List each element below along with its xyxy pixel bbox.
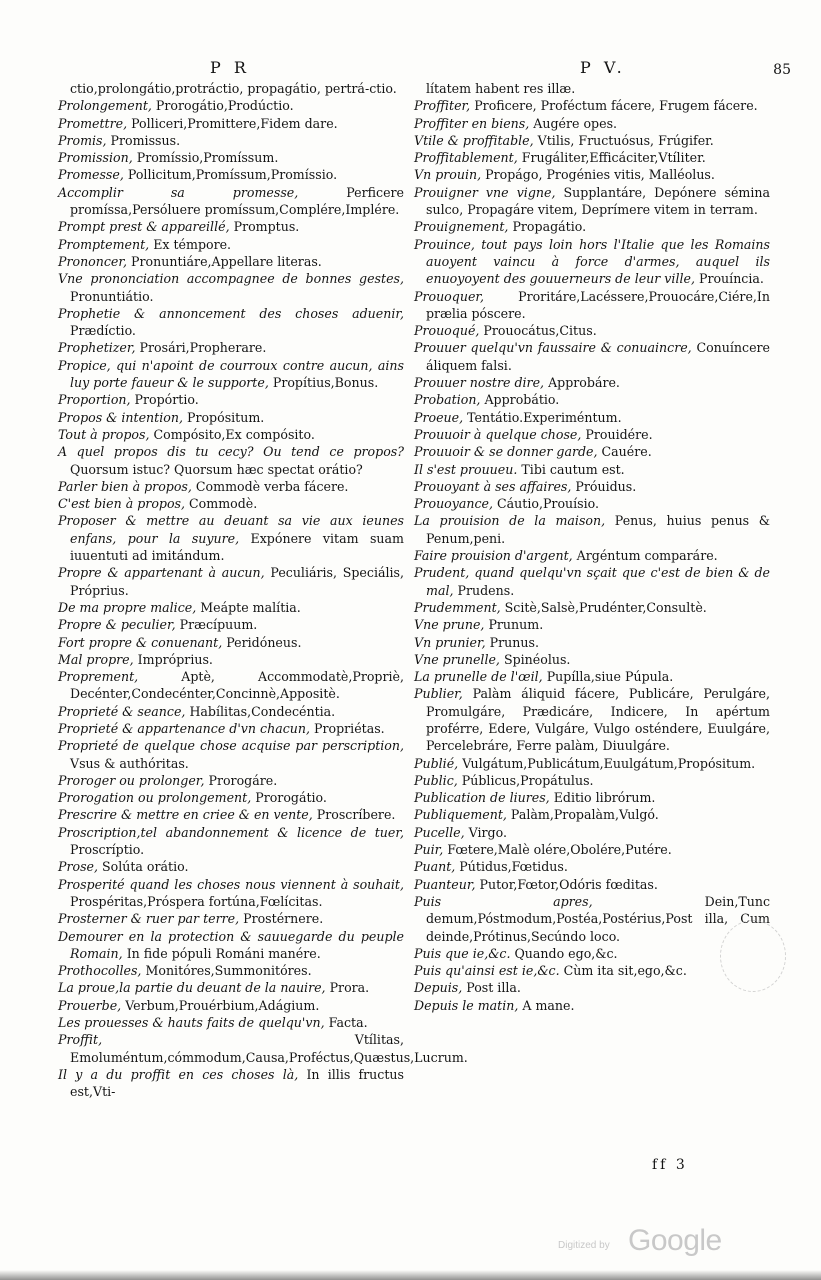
- french-headword: Prescrire & mettre en criee & en vente,: [58, 807, 313, 823]
- latin-equivalent: Tibi cautum est.: [521, 461, 625, 477]
- dictionary-entry: [414, 755, 770, 772]
- french-headword: Propre & appartenant à aucun,: [58, 565, 265, 581]
- latin-equivalent: Quando ego,&c.: [514, 945, 618, 961]
- latin-equivalent: Argéntum comparáre.: [576, 548, 718, 564]
- french-headword: Prompt prest & appareillé,: [58, 219, 230, 235]
- french-headword: Puant,: [414, 859, 456, 875]
- latin-equivalent: Proscríbere.: [316, 807, 396, 823]
- dictionary-entry: [58, 616, 404, 633]
- latin-equivalent: Prospéritas,Próspera fortúna,Fœlícitas.: [70, 893, 323, 909]
- latin-equivalent: Quorsum istuc? Quorsum hæc spectat orátio?: [70, 461, 363, 477]
- latin-equivalent: Habílitas,Condecéntia.: [189, 703, 336, 719]
- dictionary-entry: [414, 997, 770, 1014]
- french-headword: Prouuer nostre dire,: [414, 375, 545, 391]
- latin-equivalent: Pupílla,siue Púpula.: [546, 669, 674, 685]
- dictionary-entry: [414, 391, 770, 408]
- latin-equivalent: In illis fructus est,Vti-: [70, 1066, 404, 1100]
- continued-entry-text: [58, 80, 404, 97]
- french-headword: Promission,: [58, 150, 133, 166]
- french-headword: Promesse,: [58, 167, 124, 183]
- french-headword: Puis que ie,&c.: [414, 945, 511, 961]
- french-headword: Prouigner vne vigne,: [414, 184, 556, 200]
- dictionary-entry: [414, 616, 770, 633]
- dictionary-entry: [414, 443, 770, 460]
- latin-equivalent: Approbáre.: [548, 375, 620, 391]
- latin-equivalent: Post illa.: [466, 980, 521, 996]
- latin-equivalent: Penus, huius penus & Penum,peni.: [426, 513, 770, 546]
- latin-equivalent: Tentátio.Experiméntum.: [467, 409, 622, 425]
- dictionary-entry: [58, 115, 404, 132]
- latin-equivalent: Conuíncere áliquem falsi.: [426, 340, 770, 373]
- french-headword: Prudemment,: [414, 599, 501, 615]
- latin-equivalent: Prudens.: [457, 582, 515, 598]
- latin-equivalent: Prorogátio.: [255, 790, 327, 806]
- french-headword: Prorogation ou prolongement,: [58, 790, 252, 806]
- latin-equivalent: Prorogáre.: [208, 772, 278, 788]
- latin-equivalent: Meápte malítia.: [200, 599, 301, 615]
- latin-equivalent: Propagátio.: [512, 219, 587, 235]
- latin-text: ctio,prolongátio,protráctio, propagátio, pertrá-ctio.: [70, 81, 397, 96]
- latin-equivalent: Virgo.: [468, 824, 507, 840]
- latin-equivalent: Vsus & authóritas.: [70, 755, 189, 771]
- dictionary-entry: [414, 841, 770, 858]
- dictionary-entry: [58, 876, 404, 911]
- latin-equivalent: Prosári,Propherare.: [139, 340, 267, 356]
- dictionary-entry: [414, 236, 770, 288]
- dictionary-entry: [58, 270, 404, 305]
- latin-equivalent: Palàm,Propalàm,Vulgó.: [510, 807, 659, 823]
- french-headword: Prothocolles,: [58, 963, 142, 979]
- french-headword: Prosterner & ruer par terre,: [58, 911, 240, 927]
- dictionary-entry: [414, 495, 770, 512]
- latin-equivalent: Approbátio.: [484, 392, 560, 408]
- watermark-google-logo: Google: [628, 1224, 722, 1257]
- dictionary-entry: [414, 651, 770, 668]
- latin-equivalent: Ex témpore.: [153, 236, 232, 252]
- latin-equivalent: Vtílitas, Emoluméntum,cómmodum,Causa,Proféctus,Quæstus,Lucrum.: [70, 1032, 468, 1065]
- latin-equivalent: Dein,Tunc demum,Póstmodum,Postéa,Postérius,Post illa, Cum deinde,Prótinus,Secúndo loco.: [426, 893, 770, 944]
- latin-equivalent: Præcípuum.: [179, 617, 258, 633]
- dictionary-entry: [414, 634, 770, 651]
- french-headword: Puanteur,: [414, 876, 476, 892]
- french-headword: Les prouesses & hauts faits de quelqu'vn,: [58, 1015, 325, 1031]
- latin-equivalent: In fide pópuli Románi manére.: [126, 945, 321, 961]
- french-headword: Promettre,: [58, 115, 128, 131]
- latin-equivalent: Prouíncia.: [698, 271, 764, 287]
- french-headword: Vn prouin,: [414, 167, 482, 183]
- french-headword: Vne prunelle,: [414, 651, 500, 667]
- french-headword: Proffit,: [58, 1032, 103, 1048]
- french-headword: Prouuoir à quelque chose,: [414, 426, 582, 442]
- dictionary-entry: [58, 184, 404, 219]
- french-headword: Fort propre & conuenant,: [58, 634, 223, 650]
- dictionary-entry: [414, 478, 770, 495]
- running-head-left: P R: [210, 58, 250, 77]
- latin-equivalent: Propriétas.: [314, 720, 385, 736]
- french-headword: Prophetie & annoncement des choses aduenir,: [58, 305, 404, 321]
- dictionary-entry: [414, 685, 770, 754]
- french-headword: Probation,: [414, 392, 481, 408]
- latin-equivalent: Spinéolus.: [503, 651, 571, 667]
- dictionary-entry: [58, 339, 404, 356]
- french-headword: A quel propos dis tu cecy? Ou tend ce propos?: [58, 444, 404, 460]
- french-headword: Pucelle,: [414, 824, 465, 840]
- french-headword: Prouuoir & se donner garde,: [414, 444, 598, 460]
- dictionary-entry: [58, 495, 404, 512]
- french-headword: Publication de liures,: [414, 790, 550, 806]
- french-headword: Prudent, quand quelqu'vn sçait que c'est de bien & de mal,: [414, 565, 770, 598]
- french-headword: Prouoquer,: [414, 288, 485, 304]
- continued-entry-text: [414, 80, 770, 97]
- latin-equivalent: Cáutio,Prouísio.: [497, 496, 600, 512]
- dictionary-entry: [414, 668, 770, 685]
- french-headword: Publié,: [414, 755, 459, 771]
- dictionary-entry: [414, 322, 770, 339]
- french-headword: Prose,: [58, 859, 98, 875]
- page-number: 85: [773, 62, 791, 78]
- latin-equivalent: Pronuntiátio.: [70, 288, 154, 304]
- latin-equivalent: Scitè,Salsè,Prudénter,Consultè.: [504, 599, 707, 615]
- dictionary-entry: [58, 634, 404, 651]
- french-headword: La prouision de la maison,: [414, 513, 606, 529]
- dictionary-entry: [58, 512, 404, 564]
- french-headword: Public,: [414, 772, 458, 788]
- dictionary-entry: [58, 236, 404, 253]
- french-headword: Prouoyant à ses affaires,: [414, 478, 572, 494]
- latin-equivalent: Editio librórum.: [553, 790, 656, 806]
- french-headword: Prosperité quand les choses nous viennent à souhait,: [58, 876, 404, 892]
- page-bottom-shadow: [0, 1270, 821, 1280]
- latin-equivalent: Verbum,Prouérbium,Adágium.: [125, 997, 320, 1013]
- dictionary-entry: [58, 772, 404, 789]
- french-headword: Prouignement,: [414, 219, 509, 235]
- dictionary-entry: [58, 703, 404, 720]
- latin-equivalent: Promissus.: [110, 132, 181, 148]
- latin-equivalent: Públicus,Propátulus.: [461, 772, 594, 788]
- french-headword: Publiquement,: [414, 807, 507, 823]
- latin-text: lítatem habent res illæ.: [426, 81, 576, 96]
- latin-equivalent: Expónere vitam suam iuuentuti ad imitándum.: [70, 530, 404, 564]
- dictionary-entry: [58, 1014, 404, 1031]
- latin-equivalent: Commodè verba fácere.: [195, 478, 349, 494]
- latin-equivalent: Promptus.: [233, 219, 300, 235]
- dictionary-entry: [58, 962, 404, 979]
- dictionary-entry: [58, 97, 404, 114]
- dictionary-entry: [58, 357, 404, 392]
- dictionary-entry: [58, 737, 404, 772]
- latin-equivalent: Monitóres,Summonitóres.: [145, 963, 312, 979]
- french-headword: Prouoqué,: [414, 323, 480, 339]
- french-headword: Propice, qui n'apoint de courroux contre aucun, ains luy porte faueur & le supporte,: [58, 357, 404, 391]
- french-headword: Il y a du proffit en ces choses là,: [58, 1066, 299, 1082]
- french-headword: Prouerbe,: [58, 997, 122, 1013]
- french-headword: Proprieté de quelque chose acquise par perscription,: [58, 738, 404, 754]
- latin-equivalent: Próuidus.: [575, 478, 637, 494]
- dictionary-entry: [58, 478, 404, 495]
- french-headword: Prouince, tout pays loin hors l'Italie que les Romains auoyent vaincu à force d'armes, auquel ils enuoyoyent des gouuerneurs de leur ville,: [414, 236, 770, 287]
- dictionary-entry: [414, 772, 770, 789]
- signature-mark: ff 3: [652, 1157, 688, 1173]
- dictionary-entry: [414, 979, 770, 996]
- french-headword: Tout à propos,: [58, 426, 150, 442]
- latin-equivalent: Vulgátum,Publicátum,Euulgátum,Propósitum.: [462, 755, 756, 771]
- watermark-small-text: Digitized by: [558, 1240, 610, 1251]
- french-headword: Proscription,tel abandonnement & licence de tuer,: [58, 824, 404, 840]
- latin-equivalent: Proritáre,Lacéssere,Prouocáre,Ciére,In prælia póscere.: [426, 288, 770, 321]
- dictionary-entry: [58, 253, 404, 270]
- dictionary-entry: [414, 564, 770, 599]
- french-headword: Proeue,: [414, 409, 464, 425]
- latin-equivalent: Prorogátio,Prodúctio.: [155, 98, 294, 114]
- french-headword: Propos & intention,: [58, 409, 183, 425]
- latin-equivalent: Promíssio,Promíssum.: [136, 150, 279, 166]
- french-headword: Vne prononciation accompagnee de bonnes gestes,: [58, 271, 404, 287]
- french-headword: Vn prunier,: [414, 634, 486, 650]
- dictionary-entry: [414, 599, 770, 616]
- latin-equivalent: Palàm áliquid fácere, Publicáre, Perulgáre, Promulgáre, Prædicáre, Indicere, In apértum proférre, Edere, Vulgáre, Vulgo osténdere, Euulgáre, Percelebráre, Ferre palàm, Diuulgáre.: [426, 686, 770, 754]
- french-headword: Proffitablement,: [414, 150, 518, 166]
- dictionary-entry: [58, 149, 404, 166]
- dictionary-entry: [58, 1031, 468, 1066]
- latin-equivalent: Propítius,Bonus.: [272, 375, 379, 391]
- latin-equivalent: Propórtio.: [134, 392, 199, 408]
- latin-equivalent: Proficere, Proféctum fácere, Frugem fácere.: [474, 98, 758, 114]
- latin-equivalent: Prouocátus,Citus.: [483, 323, 597, 339]
- dictionary-entry: [58, 668, 404, 703]
- dictionary-entry: [414, 426, 770, 443]
- latin-equivalent: Prunum.: [488, 617, 544, 633]
- dictionary-entry: [58, 599, 404, 616]
- french-headword: Depuis,: [414, 980, 463, 996]
- french-headword: Demourer en la protection & sauuegarde du peuple Romain,: [58, 928, 404, 961]
- dictionary-entry: [414, 461, 770, 478]
- french-headword: Proprement,: [58, 669, 139, 685]
- french-headword: La proue,la partie du deuant de la nauire,: [58, 980, 326, 996]
- dictionary-entry: [58, 305, 404, 340]
- latin-equivalent: Vtilis, Fructuósus, Frúgifer.: [537, 132, 714, 148]
- right-column: [414, 80, 770, 1014]
- dictionary-entry: [58, 426, 404, 443]
- dictionary-entry: [414, 962, 770, 979]
- running-head-right: P V.: [580, 58, 626, 77]
- latin-equivalent: Polliceri,Promittere,Fidem dare.: [131, 115, 338, 131]
- latin-equivalent: Peridóneus.: [226, 634, 302, 650]
- dictionary-entry: [414, 374, 770, 391]
- library-stamp-mark: [720, 920, 786, 992]
- latin-equivalent: Prostérnere.: [243, 911, 324, 927]
- latin-equivalent: A mane.: [522, 997, 575, 1013]
- french-headword: Mal propre,: [58, 651, 134, 667]
- french-headword: De ma propre malice,: [58, 599, 197, 615]
- french-headword: Puir,: [414, 842, 444, 858]
- dictionary-entry: [58, 910, 404, 927]
- french-headword: Proprieté & seance,: [58, 703, 186, 719]
- latin-equivalent: Pronuntiáre,Appellare literas.: [131, 253, 322, 269]
- dictionary-entry: [58, 651, 404, 668]
- latin-equivalent: Aptè, Accommodatè,Propriè, Decénter,Condecénter,Concinnè,Appositè.: [70, 669, 404, 702]
- dictionary-entry: [58, 409, 404, 426]
- dictionary-entry: [414, 789, 770, 806]
- dictionary-entry: [58, 979, 404, 996]
- latin-equivalent: Solúta orátio.: [102, 859, 189, 875]
- dictionary-entry: [414, 945, 770, 962]
- latin-equivalent: Putor,Fœtor,Odóris fœditas.: [479, 876, 658, 892]
- dictionary-entry: [58, 997, 404, 1014]
- french-headword: Promis,: [58, 132, 107, 148]
- dictionary-entry: [414, 97, 770, 114]
- latin-equivalent: Propósitum.: [186, 409, 265, 425]
- latin-equivalent: Peculiáris, Speciális, Próprius.: [70, 565, 404, 598]
- french-headword: Accomplir sa promesse,: [58, 184, 299, 200]
- latin-equivalent: Prædíctio.: [70, 323, 136, 339]
- french-headword: C'est bien à propos,: [58, 496, 186, 512]
- dictionary-entry: [414, 288, 770, 323]
- latin-equivalent: Commodè.: [189, 496, 258, 512]
- latin-equivalent: Prunus.: [489, 634, 539, 650]
- french-headword: Prouuer quelqu'vn faussaire & conuaincre,: [414, 340, 692, 356]
- digitized-watermark: [558, 1224, 738, 1260]
- french-headword: Proposer & mettre au deuant sa vie aux ieunes enfans, pour la suyure,: [58, 513, 404, 546]
- dictionary-entry: [414, 339, 770, 374]
- french-headword: Proroger ou prolonger,: [58, 772, 205, 788]
- dictionary-entry: [58, 443, 404, 478]
- french-headword: Il s'est prouueu.: [414, 461, 518, 477]
- dictionary-entry: [58, 391, 404, 408]
- dictionary-entry: [58, 1066, 404, 1101]
- dictionary-entry: [414, 547, 770, 564]
- french-headword: Puis qu'ainsi est ie,&c.: [414, 963, 560, 979]
- dictionary-entry: [58, 928, 404, 963]
- dictionary-entry: [414, 132, 770, 149]
- dictionary-entry: [414, 806, 770, 823]
- french-headword: Vne prune,: [414, 617, 485, 633]
- latin-equivalent: Perficere promíssa,Persóluere promíssum,Complére,Implére.: [70, 184, 404, 218]
- dictionary-entry: [58, 858, 404, 875]
- latin-equivalent: Facta.: [328, 1015, 368, 1031]
- dictionary-entry: [58, 132, 404, 149]
- dictionary-entry: [414, 115, 770, 132]
- french-headword: Prononcer,: [58, 253, 128, 269]
- dictionary-entry: [414, 218, 770, 235]
- dictionary-entry: [58, 789, 404, 806]
- french-headword: Proffiter en biens,: [414, 115, 530, 131]
- french-headword: Parler bien à propos,: [58, 478, 192, 494]
- dictionary-entry: [414, 512, 770, 547]
- latin-equivalent: Cauére.: [601, 444, 652, 460]
- french-headword: La prunelle de l'œil,: [414, 669, 543, 685]
- latin-equivalent: Proscríptio.: [70, 842, 145, 858]
- dictionary-entry: [414, 824, 770, 841]
- french-headword: Puis apres,: [414, 893, 593, 909]
- dictionary-entry: [414, 876, 770, 893]
- latin-equivalent: Impróprius.: [137, 651, 213, 667]
- latin-equivalent: Prora.: [329, 980, 370, 996]
- dictionary-entry: [414, 858, 770, 875]
- dictionary-entry: [414, 149, 770, 166]
- latin-equivalent: Pútidus,Fœtidus.: [459, 859, 568, 875]
- latin-equivalent: Propágo, Progénies vitis, Malléolus.: [485, 167, 715, 183]
- dictionary-entry: [58, 824, 404, 859]
- french-headword: Proportion,: [58, 392, 131, 408]
- latin-equivalent: Augére opes.: [533, 115, 618, 131]
- french-headword: Promptement,: [58, 236, 150, 252]
- latin-equivalent: Compósito,Ex compósito.: [153, 426, 315, 442]
- dictionary-entry: [58, 564, 404, 599]
- latin-equivalent: Prouidére.: [585, 426, 653, 442]
- dictionary-entry: [414, 893, 770, 945]
- dictionary-entry: [58, 166, 404, 183]
- french-headword: Faire prouision d'argent,: [414, 548, 573, 564]
- dictionary-entry: [414, 166, 770, 183]
- latin-equivalent: Pollicitum,Promíssum,Promíssio.: [127, 167, 338, 183]
- french-headword: Proffiter,: [414, 98, 471, 114]
- french-headword: Vtile & proffitable,: [414, 132, 534, 148]
- dictionary-entry: [414, 409, 770, 426]
- dictionary-entry: [58, 218, 404, 235]
- french-headword: Prolongement,: [58, 98, 152, 114]
- french-headword: Prophetizer,: [58, 340, 136, 356]
- dictionary-entry: [414, 184, 770, 219]
- french-headword: Proprieté & appartenance d'vn chacun,: [58, 720, 310, 736]
- latin-equivalent: Frugáliter,Efficáciter,Vtíliter.: [521, 150, 706, 166]
- latin-equivalent: Fœtere,Malè olére,Obolére,Putére.: [447, 842, 672, 858]
- dictionary-entry: [58, 806, 404, 823]
- latin-equivalent: Cùm ita sit,ego,&c.: [563, 963, 687, 979]
- french-headword: Publier,: [414, 686, 463, 702]
- dictionary-entry: [58, 720, 404, 737]
- french-headword: Prouoyance,: [414, 496, 494, 512]
- french-headword: Propre & peculier,: [58, 617, 176, 633]
- french-headword: Depuis le matin,: [414, 997, 519, 1013]
- latin-equivalent: Supplantáre, Depónere sémina sulco, Propagáre vitem, Deprímere vitem in terram.: [426, 184, 770, 218]
